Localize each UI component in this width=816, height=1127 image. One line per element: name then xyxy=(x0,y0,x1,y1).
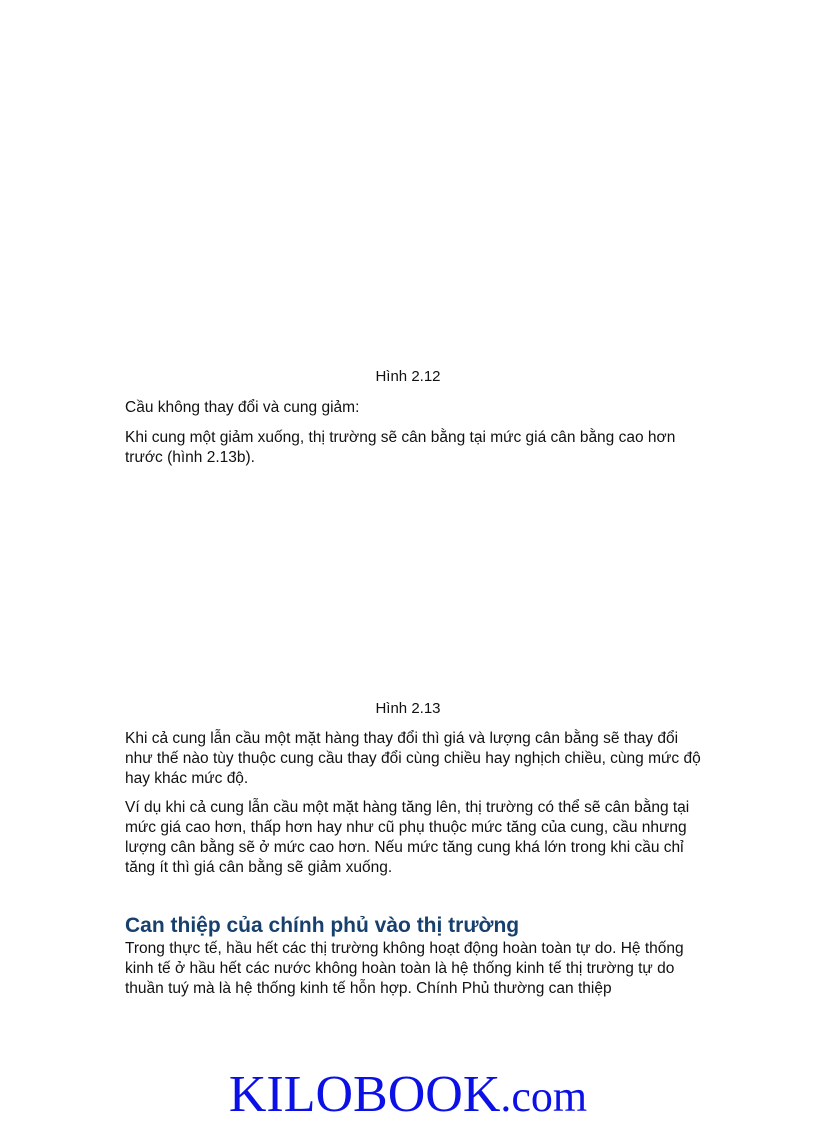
figure-2-13-area xyxy=(125,480,695,690)
both-change-paragraph-1: Khi cả cung lẫn cầu một mặt hàng thay đổi thì giá và lượng cân bằng sẽ thay đổi như thế nào tùy thuộc cung cầu thay đổi cùng chiều hay nghịch chiều, cùng mức độ hay khác mức độ. xyxy=(125,730,701,787)
supply-decrease-lead: Cầu không thay đổi và cung giảm: xyxy=(125,399,360,416)
watermark-brand: KILOBOOK xyxy=(228,1066,501,1123)
supply-decrease-body: Khi cung một giảm xuống, thị trường sẽ cân bằng tại mức giá cân bằng cao hơn trước (hình 2.13b). xyxy=(125,429,676,466)
figure-caption-2-13: Hình 2.13 xyxy=(375,700,441,717)
figure-caption-2-12: Hình 2.12 xyxy=(375,368,441,385)
figure-2-12-area xyxy=(125,40,695,360)
government-intervention-body: Trong thực tế, hầu hết các thị trường không hoạt động hoàn toàn tự do. Hệ thống kinh tế ở hầu hết các nước không hoàn toàn là hệ thống kinh tế thị trường tự do thuần tuý mà là hệ thống kinh tế hỗn hợp. Chính Phủ thường can thiệp xyxy=(125,940,684,997)
section-heading-government-intervention: Can thiệp của chính phủ vào thị trường xyxy=(125,914,520,937)
both-change-paragraph-2: Ví dụ khi cả cung lẫn cầu một mặt hàng tăng lên, thị trường có thể sẽ cân bằng tại mức giá cao hơn, thấp hơn hay như cũ phụ thuộc mức tăng của cung, cầu nhưng lượng cân bằng sẽ ở mức cao hơn. Nếu mức tăng cung khá lớn trong khi cầu chỉ tăng ít thì giá cân bằng sẽ giảm xuống. xyxy=(125,799,690,876)
watermark-suffix: .com xyxy=(500,1072,588,1121)
kilobook-watermark xyxy=(0,1065,816,1127)
